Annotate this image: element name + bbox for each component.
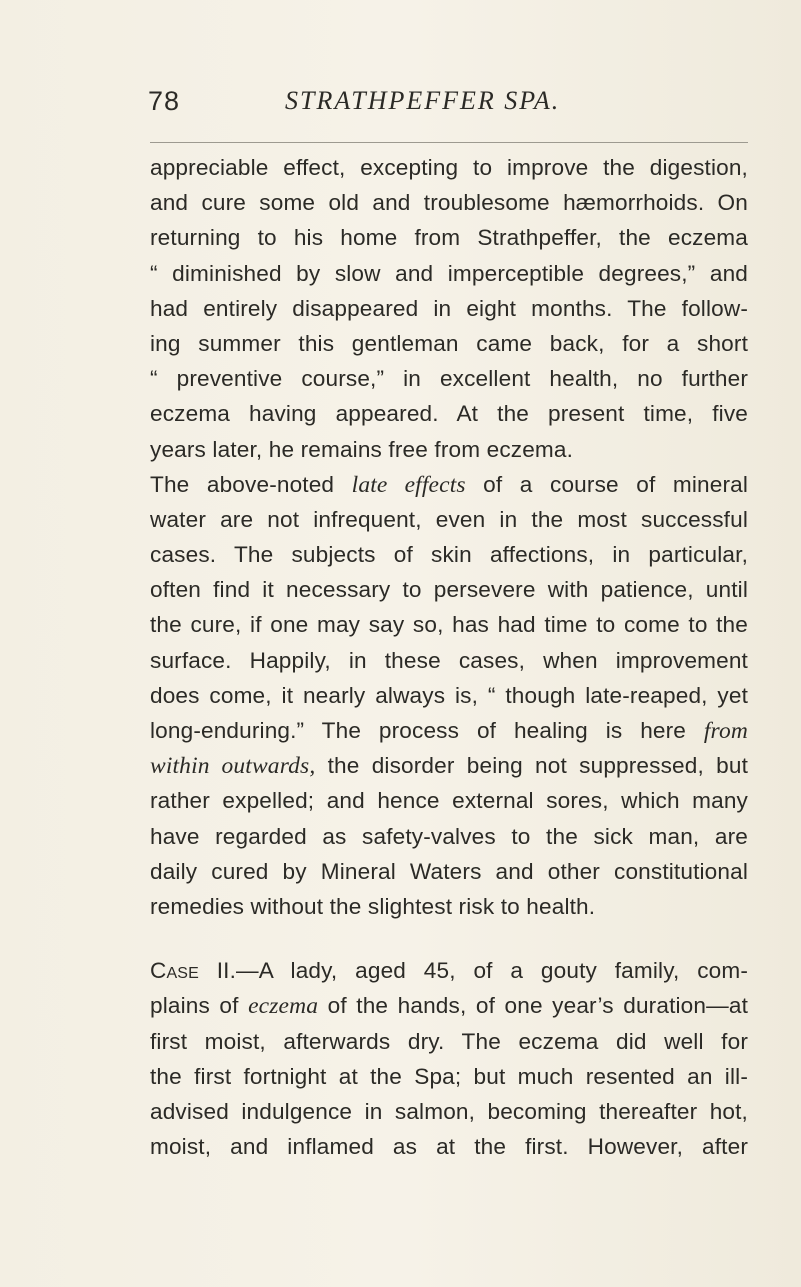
paragraph-2 (150, 467, 748, 924)
running-head (148, 86, 748, 126)
text-run: plains of (150, 993, 249, 1019)
text-line: advised indulgence in salmon, becoming thereafter hot, (150, 1098, 748, 1124)
text-line: “ preventive course,” in excellent health, no further (150, 366, 748, 392)
paragraph-gap (150, 924, 748, 953)
text-line (150, 467, 748, 502)
text-line: and cure some old and troublesome hæmorrhoids. On (150, 190, 748, 216)
text-line: years later, he remains free from eczema. (150, 436, 574, 462)
paragraph-1 (150, 150, 748, 467)
text-run: II.—A lady, aged 45, of a gouty family, com- (198, 958, 748, 984)
text-run: The above-noted (150, 471, 352, 497)
italic-text: from (703, 718, 748, 744)
text-line: had entirely disappeared in eight months. The follow- (150, 295, 748, 321)
text-line: the cure, if one may say so, has had time to come to the (150, 612, 748, 638)
text-line: daily cured by Mineral Waters and other constitutional (150, 858, 748, 884)
header-rule (150, 142, 748, 143)
text-line: appreciable effect, excepting to improve the digestion, (150, 155, 748, 180)
text-line (150, 953, 748, 988)
text-line: surface. Happily, in these cases, when improvement (150, 647, 748, 673)
text-run: of a course of mineral (465, 471, 749, 497)
text-line: “ diminished by slow and imperceptible degrees,” and (150, 260, 748, 286)
italic-text: eczema (248, 993, 319, 1020)
text-run: the disorder being not suppressed, but (315, 753, 748, 779)
text-line (150, 988, 748, 1023)
text-line: cases. The subjects of skin affections, in particular, (150, 542, 748, 568)
text-line: have regarded as safety-valves to the sick man, are (150, 823, 748, 849)
case-label: Case (150, 958, 199, 984)
body-text (150, 150, 748, 1164)
text-line: moist, and inflamed as at the first. However, after (150, 1134, 748, 1160)
italic-text: late effects (351, 471, 466, 498)
paragraph-3 (150, 953, 748, 1164)
text-line: often find it necessary to persevere with patience, until (150, 577, 748, 603)
text-line (150, 748, 748, 783)
text-line: does come, it nearly always is, “ though late-reaped, yet (150, 682, 748, 708)
running-title: STRATHPEFFER SPA. (285, 86, 561, 115)
text-line: first moist, afterwards dry. The eczema did well for (150, 1028, 748, 1054)
text-line (150, 713, 748, 748)
text-run: of the hands, of one year’s duration—at (318, 993, 748, 1019)
text-run: long-enduring.” The process of healing is here (150, 718, 704, 743)
text-line: rather expelled; and hence external sores, which many (150, 788, 748, 814)
text-line: returning to his home from Strathpeffer, the eczema (150, 225, 748, 251)
text-line: ing summer this gentleman came back, for a short (150, 330, 748, 356)
text-line: the first fortnight at the Spa; but much resented an ill- (150, 1063, 748, 1089)
text-line: eczema having appeared. At the present time, five (150, 401, 748, 427)
text-line: water are not infrequent, even in the most successful (150, 506, 748, 532)
text-line: remedies without the slightest risk to health. (150, 893, 596, 919)
page-number: 78 (148, 86, 181, 116)
italic-text: within outwards, (150, 753, 316, 780)
